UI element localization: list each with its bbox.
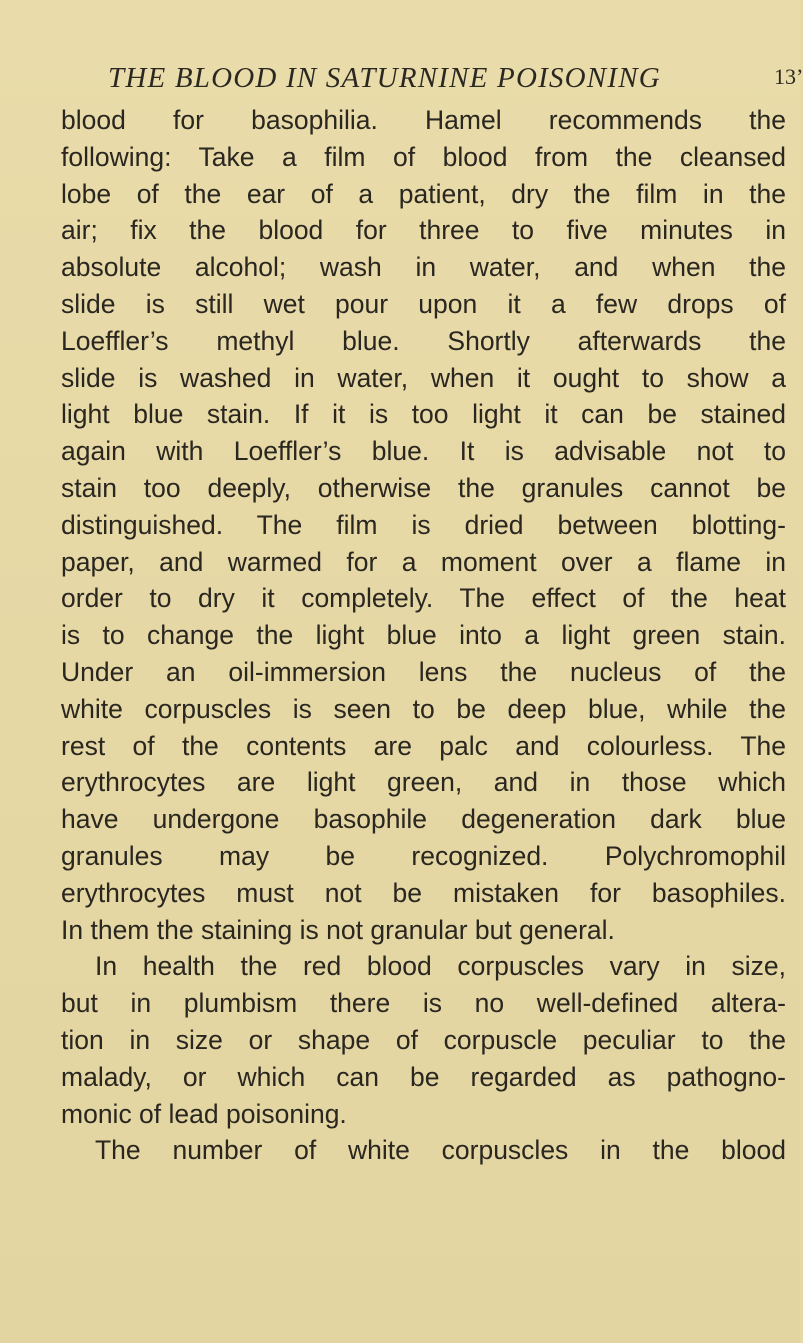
text-line: order to dry it completely. The effect of the heat xyxy=(61,583,786,614)
text-line: Under an oil-immersion lens the nucleus of the xyxy=(61,656,786,687)
text-line: lobe of the ear of a patient, dry the film in the xyxy=(61,178,786,209)
text-line: granules may be recognized. Polychromophil xyxy=(61,840,786,871)
text-line: blood for basophilia. Hamel recommends the xyxy=(61,105,786,135)
text-line: tion in size or shape of corpuscle peculiar to the xyxy=(61,1024,786,1055)
text-line: rest of the contents are palc and colourless. The xyxy=(61,730,786,761)
body-text xyxy=(61,102,786,1169)
running-title: THE BLOOD IN SATURNINE POISONING xyxy=(108,62,661,94)
paragraph-start-line: The number of white corpuscles in the blood xyxy=(95,1135,786,1166)
text-line: white corpuscles is seen to be deep blue, while the xyxy=(61,693,786,724)
paragraph-start-line: In health the red blood corpuscles vary in size, xyxy=(95,951,786,982)
text-line: is to change the light blue into a light green stain. xyxy=(61,620,786,651)
text-line: absolute alcohol; wash in water, and when the xyxy=(61,252,786,283)
text-line: air; fix the blood for three to five minutes in xyxy=(61,215,786,246)
text-line: light blue stain. If it is too light it can be stained xyxy=(61,399,786,430)
text-line: malady, or which can be regarded as pathogno- xyxy=(61,1061,786,1092)
text-line: monic of lead poisoning. xyxy=(61,1098,347,1129)
text-line: have undergone basophile degeneration dark blue xyxy=(61,804,786,835)
text-line: slide is washed in water, when it ought to show a xyxy=(61,362,786,393)
text-line: erythrocytes must not be mistaken for basophiles. xyxy=(61,877,786,908)
text-line: stain too deeply, otherwise the granules cannot be xyxy=(61,472,786,503)
text-line: In them the staining is not granular but general. xyxy=(61,914,615,945)
text-line: slide is still wet pour upon it a few drops of xyxy=(61,288,786,319)
text-line: Loeffler’s methyl blue. Shortly afterwards the xyxy=(61,325,786,356)
text-line: again with Loeffler’s blue. It is advisable not to xyxy=(61,436,786,467)
text-line: erythrocytes are light green, and in those which xyxy=(61,767,786,798)
text-line: paper, and warmed for a moment over a flame in xyxy=(61,546,786,577)
running-head xyxy=(108,62,803,102)
text-line: but in plumbism there is no well-defined altera- xyxy=(61,988,786,1019)
text-line: distinguished. The film is dried between blotting- xyxy=(61,509,786,540)
page-number: 13’ xyxy=(774,64,803,89)
text-line: following: Take a film of blood from the cleansed xyxy=(61,141,786,172)
